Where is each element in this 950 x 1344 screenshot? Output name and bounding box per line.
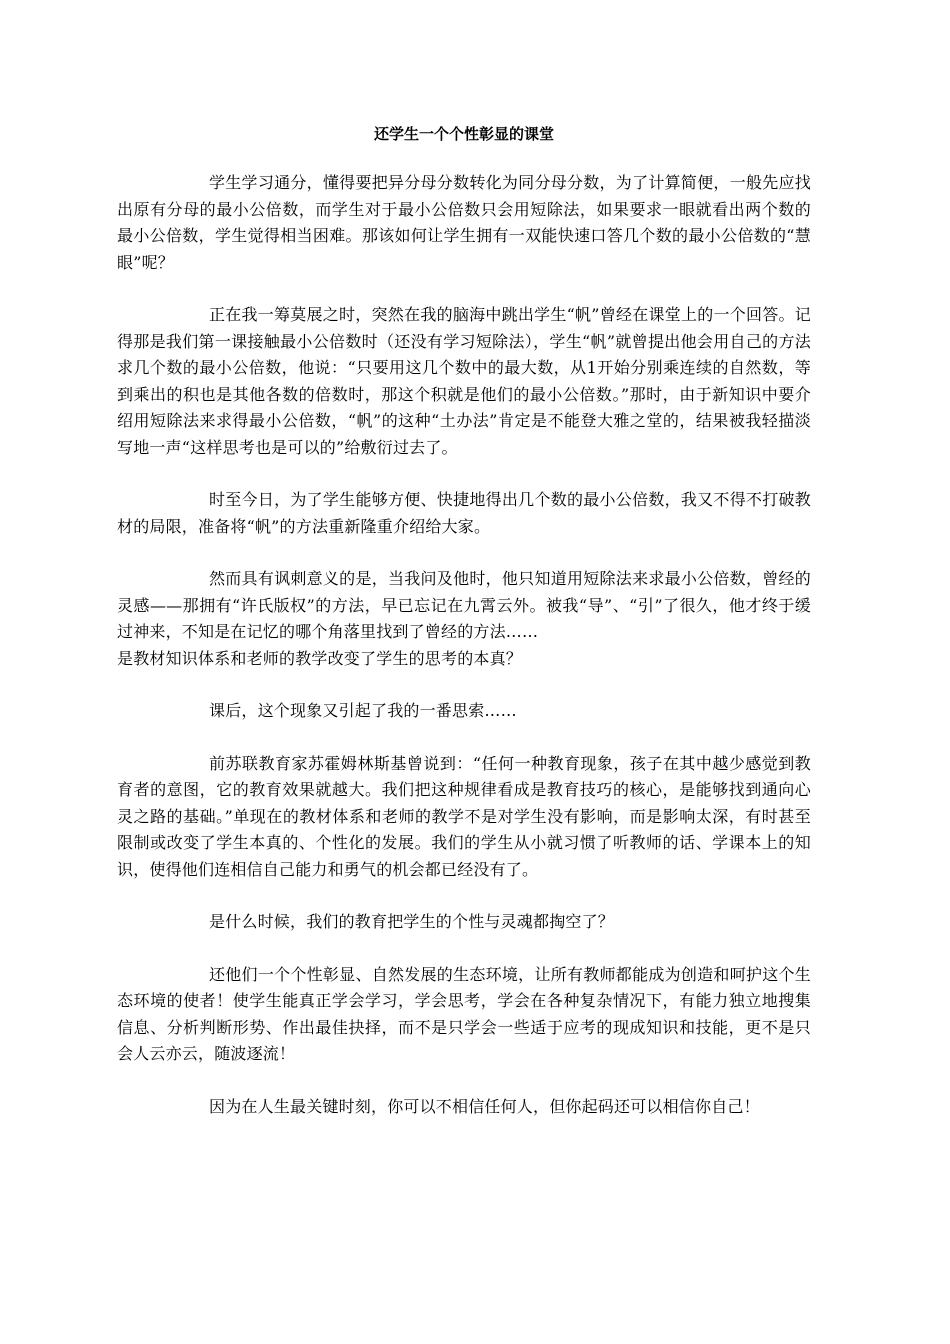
paragraph-8: 是什么时候，我们的教育把学生的个性与灵魂都掏空了？ <box>209 912 615 931</box>
paragraph-10: 因为在人生最关键时刻，你可以不相信任何人，但你起码还可以相信你自己！ <box>209 1096 760 1116</box>
paragraph-9: 还他们一个个性彰显、自然发展的生态环境，让所有教师都能成为创造和呵护这个生态环境的使者！使学生能真正学会学习，学会思考，学会在各种复杂情况下，有能力独立地搜集信息、分析判断形势、作出最佳抉择，而不是只学会一些适于应考的现成知识和技能，更不是只会人云亦云，随波逐流！ <box>117 964 811 1063</box>
paragraph-1: 学生学习通分，懂得要把异分母分数转化为同分母分数，为了计算简便，一般先应找出原有分母的最小公倍数，而学生对于最小公倍数只会用短除法，如果要求一眼就看出两个数的最小公倍数，学生觉得相当困难。那该如何让学生拥有一双能快速口答几个数的最小公倍数的“慧眼”呢？ <box>117 173 811 272</box>
paragraph-7: 前苏联教育家苏霍姆林斯基曾说到：“任何一种教育现象，孩子在其中越少感觉到教育者的意图，它的教育效果就越大。我们把这种规律看成是教育技巧的核心，是能够找到通向心灵之路的基础。”单现在的教材体系和老师的教学不是对学生没有影响，而是影响太深，有时甚至限制或改变了学生本真的、个性化的发展。我们的学生从小就习惯了听教师的话、学课本上的知识，使得他们连相信自己能力和勇气的机会都已经没有了。 <box>117 753 811 879</box>
document-body <box>117 122 811 1146</box>
paragraph-6: 课后，这个现象又引起了我的一番思索…… <box>209 701 517 720</box>
document-title: 还学生一个个性彰显的课堂 <box>373 125 554 143</box>
paragraph-5: 是教材知识体系和老师的教学改变了学生的思考的本真？ <box>117 648 523 668</box>
paragraph-2: 正在我一筹莫展之时，突然在我的脑海中跳出学生“帆”曾经在课堂上的一个回答。记得那是我们第一课接触最小公倍数时（还没有学习短除法），学生“帆”就曾提出他会用自己的方法求几个数的最小公倍数，他说：“只要用这几个数中的最大数，从1开始分别乘连续的自然数，等到乘出的积也是其他各数的倍数时，那这个积就是他们的最小公倍数。”那时，由于新知识中要介绍用短除法来求得最小公倍数，“帆”的这种“土办法”肯定是不能登大雅之堂的，结果被我轻描淡写地一声“这样思考也是可以的”给敷衍过去了。 <box>117 305 811 457</box>
paragraph-4: 然而具有讽刺意义的是，当我问及他时，他只知道用短除法来求最小公倍数，曾经的灵感——那拥有“许氏版权”的方法，早已忘记在九霄云外。被我“导”、“引”了很久，他才终于缓过神来，不知是在记忆的哪个角落里找到了曾经的方法…… <box>117 569 811 641</box>
paragraph-3: 时至今日，为了学生能够方便、快捷地得出几个数的最小公倍数，我又不得不打破教材的局限，准备将“帆”的方法重新隆重介绍给大家。 <box>117 490 811 536</box>
